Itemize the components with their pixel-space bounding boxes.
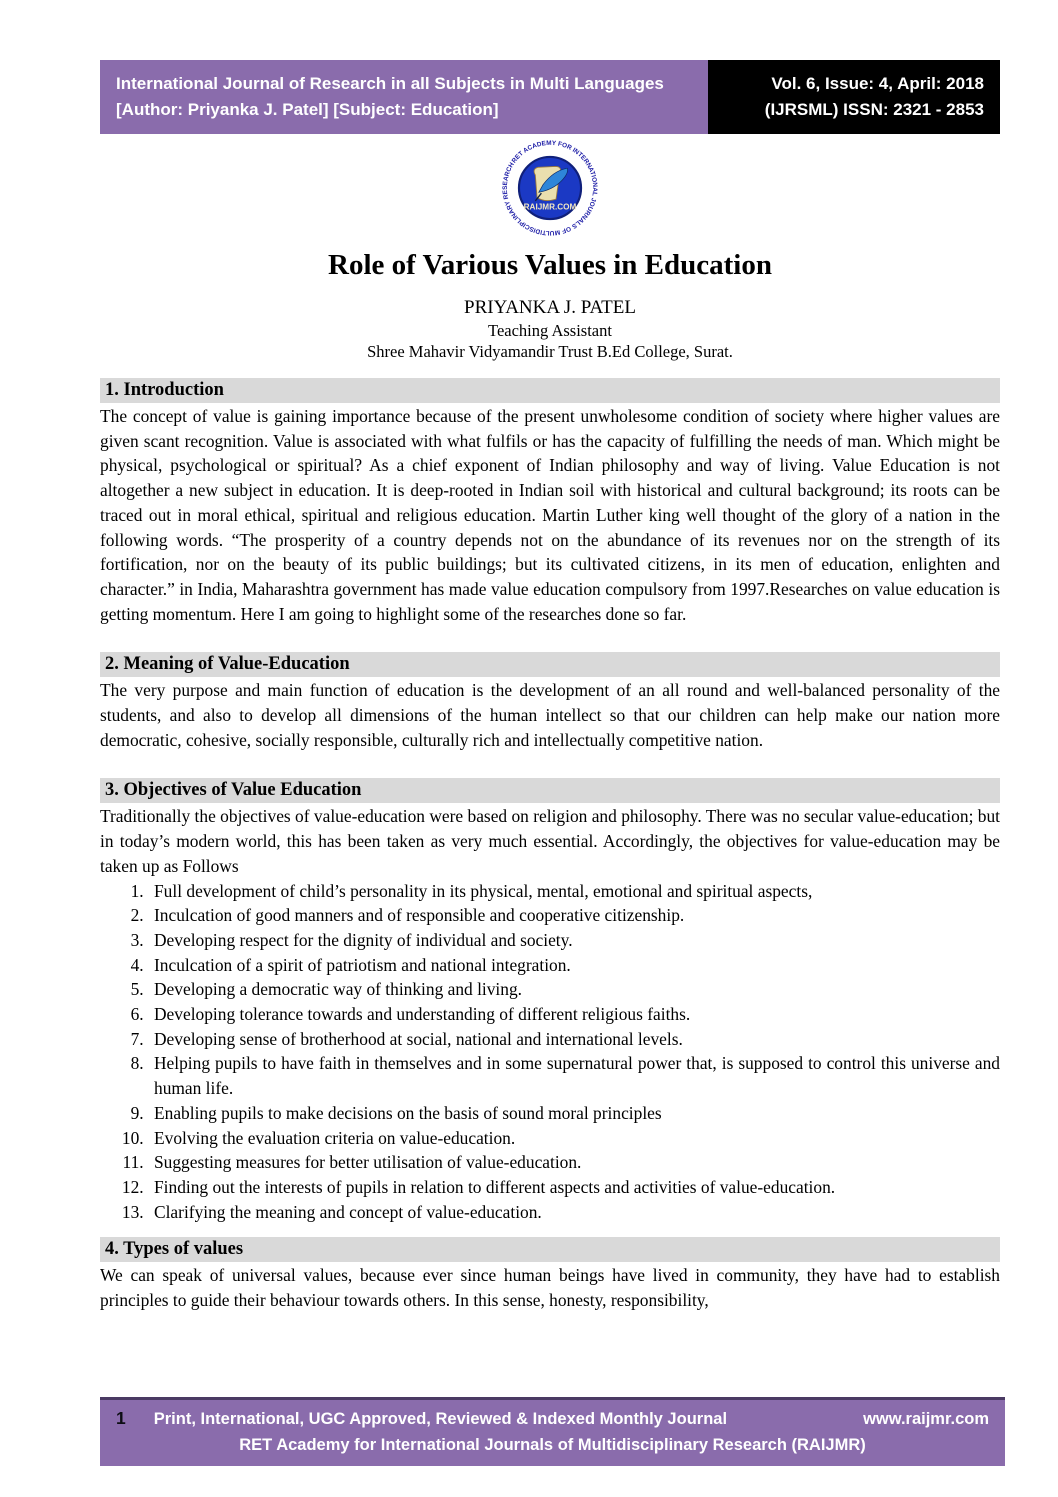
- objective-item: 3. Developing respect for the dignity of individual and society.: [148, 928, 1000, 953]
- objective-item: 2. Inculcation of good manners and of responsible and cooperative citizenship.: [148, 903, 1000, 928]
- section-1-heading: 1. Introduction: [100, 378, 1000, 403]
- journal-banner: [100, 60, 708, 134]
- author-name: PRIYANKA J. PATEL: [464, 297, 636, 318]
- volume-issue: Vol. 6, Issue: 4, April: 2018: [771, 74, 984, 93]
- page-number: 1: [116, 1408, 126, 1428]
- author-role: Teaching Assistant: [488, 321, 612, 340]
- objective-item: 6. Developing tolerance towards and understanding of different religious faiths.: [148, 1002, 1000, 1027]
- section-1-paragraph: The concept of value is gaining importance because of the present unwholesome condition of society where higher values are given scant recognition. Value is associated with what fulfils or has the capacity of fulfilling the needs of man. Which might be physical, psychological or spiritual? As a chief exponent of Indian philosophy and way of living. Value Education is not altogether a new subject in education. It is deep-rooted in Indian soil with historical and cultural background; its roots can be traced out in moral ethical, spiritual and religious education. Martin Luther king well thought of the glory of a nation in the following words. “The prosperity of a country depends not on the abundance of its revenues nor on the strength of its fortification, nor on the beauty of its public buildings; but its cultivated citizens, in its men of education, enlighten and character.” in India, Maharashtra government has made value education compulsory from 1997.Researches on value education is getting momentum. Here I am going to highlight some of the researches done so far.: [100, 406, 1000, 624]
- section-introduction: [100, 378, 1000, 626]
- issn-line: (IJRSML) ISSN: 2321 - 2853: [764, 100, 984, 119]
- paper-title: Role of Various Values in Education: [328, 249, 772, 281]
- section-4-heading: 4. Types of values: [100, 1237, 1000, 1262]
- objective-item: 13. Clarifying the meaning and concept of value-education.: [148, 1200, 1000, 1225]
- author-affiliation: Shree Mahavir Vidyamandir Trust B.Ed College, Surat.: [367, 342, 733, 361]
- page-footer: [100, 1397, 1005, 1466]
- section-objectives: [100, 778, 1000, 1224]
- page-header: [100, 60, 1000, 134]
- objective-item: 9. Enabling pupils to make decisions on the basis of sound moral principles: [148, 1101, 1000, 1126]
- section-3-heading: 3. Objectives of Value Education: [100, 778, 1000, 803]
- objective-item: 12. Finding out the interests of pupils in relation to different aspects and activities of value-education.: [148, 1175, 1000, 1200]
- author-subject-line: [Author: Priyanka J. Patel] [Subject: Education]: [116, 100, 499, 119]
- objective-item: 4. Inculcation of a spirit of patriotism and national integration.: [148, 953, 1000, 978]
- logo-site-text: RAIJMR.COM: [523, 202, 577, 212]
- issue-banner: [708, 60, 1000, 134]
- objective-item: 1. Full development of child’s personality in its physical, mental, emotional and spiritual aspects,: [148, 879, 1000, 904]
- raijmr-logo-icon: [498, 138, 602, 238]
- section-2-paragraph: The very purpose and main function of education is the development of an all round and well-balanced personality of the students, and also to develop all dimensions of the human intellect so that our children can help make our nation more democratic, cohesive, socially responsible, culturally rich and intellectually competitive nation.: [100, 680, 1000, 750]
- journal-title: International Journal of Research in all Subjects in Multi Languages: [116, 74, 664, 93]
- section-types-of-values: [100, 1237, 1000, 1312]
- logo-ring-text: RET ACADEMY FOR INTERNATIONAL JOURNALS OF MULTIDISCIPLINARY RESEARCH: [501, 139, 599, 237]
- objective-item: 8. Helping pupils to have faith in themselves and in some supernatural power that, is supposed to control this universe and human life.: [148, 1051, 1000, 1100]
- footer-journal-type: Print, International, UGC Approved, Reviewed & Indexed Monthly Journal: [153, 1410, 728, 1428]
- logo-row: [100, 138, 1000, 238]
- objective-item: 5. Developing a democratic way of thinking and living.: [148, 977, 1000, 1002]
- objectives-list: [100, 879, 1000, 1225]
- section-3-paragraph: Traditionally the objectives of value-education were based on religion and philosophy. There was no secular value-education; but in today’s modern world, this has been taken as very much essential. Accordingly, the objectives for value-education may be taken up as Follows: [100, 806, 1000, 876]
- section-meaning: [100, 652, 1000, 752]
- footer-line1: [116, 1405, 989, 1432]
- objective-item: 10. Evolving the evaluation criteria on value-education.: [148, 1126, 1000, 1151]
- footer-academy-line: RET Academy for International Journals of Multidisciplinary Research (RAIJMR): [239, 1436, 866, 1454]
- objective-item: 11. Suggesting measures for better utilisation of value-education.: [148, 1150, 1000, 1175]
- footer-website: www.raijmr.com: [863, 1410, 989, 1428]
- section-4-paragraph: We can speak of universal values, because ever since human beings have lived in community, they have had to establish principles to guide their behaviour towards others. In this sense, honesty, responsibility,: [100, 1265, 1000, 1311]
- objective-item: 7. Developing sense of brotherhood at social, national and international levels.: [148, 1027, 1000, 1052]
- section-2-heading: 2. Meaning of Value-Education: [100, 652, 1000, 677]
